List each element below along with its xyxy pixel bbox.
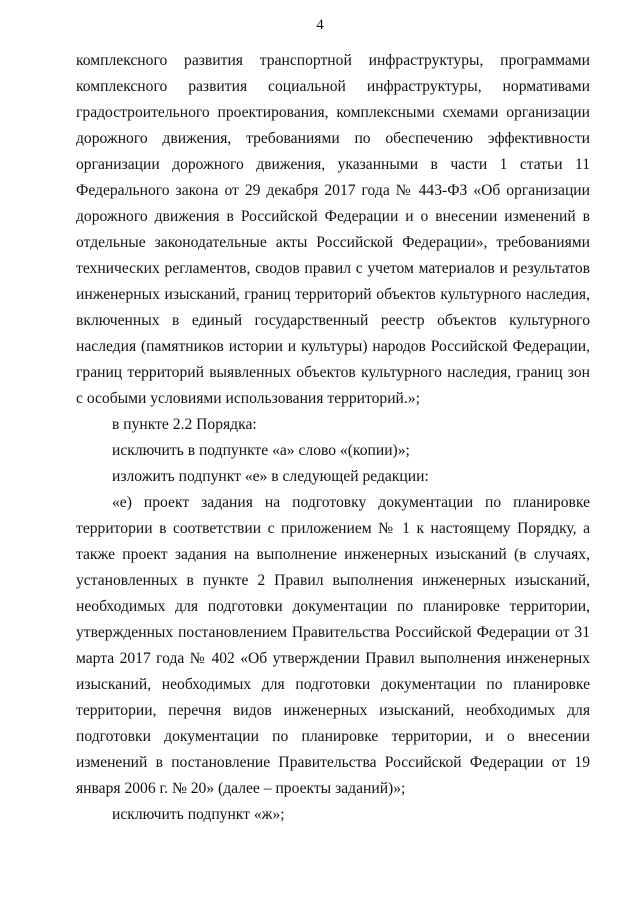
paragraph-clause-2-2: в пункте 2.2 Порядка: bbox=[112, 416, 257, 433]
document-body bbox=[76, 48, 590, 828]
paragraph-restate-subclause: изложить подпункт «е» в следующей редакции: bbox=[112, 468, 429, 485]
paragraph-continuation: комплексного развития транспортной инфраструктуры, программами комплексного развития социальной инфраструктуры, нормативами градостроительного проектирования, комплексными схемами организации дорожного движения, требованиями по обеспечению эффективности организации дорожного движения, указанными в части 1 статьи 11 Федерального закона от 29 декабря 2017 года № 443-ФЗ «Об организации дорожного движения в Российской Федерации и о внесении изменений в отдельные законодательные акты Российской Федерации», требованиями технических регламентов, сводов правил с учетом материалов и результатов инженерных изысканий, границ территорий объектов культурного наследия, включенных в единый государственный реестр объектов культурного наследия (памятников истории и культуры) народов Российской Федерации, границ территорий выявленных объектов культурного наследия, границ зон с особыми условиями использования территорий.»; bbox=[76, 52, 590, 407]
paragraph-exclude-word: исключить в подпункте «а» слово «(копии)»; bbox=[112, 442, 410, 459]
page-number: 4 bbox=[316, 17, 324, 33]
paragraph-subclause-e: «е) проект задания на подготовку документации по планировке территории в соответствии с приложением № 1 к настоящему Порядку, а также проект задания на выполнение инженерных изысканий (в случаях, установленных в пункте 2 Правил выполнения инженерных изысканий, необходимых для подготовки документации по планировке территории, утвержденных постановлением Правительства Российской Федерации от 31 марта 2017 года № 402 «Об утверждении Правил выполнения инженерных изысканий, необходимых для подготовки документации по планировке территории, перечня видов инженерных изысканий, необходимых для подготовки документации по планировке территории, и о внесении изменений в постановление Правительства Российской Федерации от 19 января 2006 г. № 20» (далее – проекты заданий)»; bbox=[76, 494, 590, 797]
paragraph-exclude-subclause: исключить подпункт «ж»; bbox=[112, 806, 285, 823]
